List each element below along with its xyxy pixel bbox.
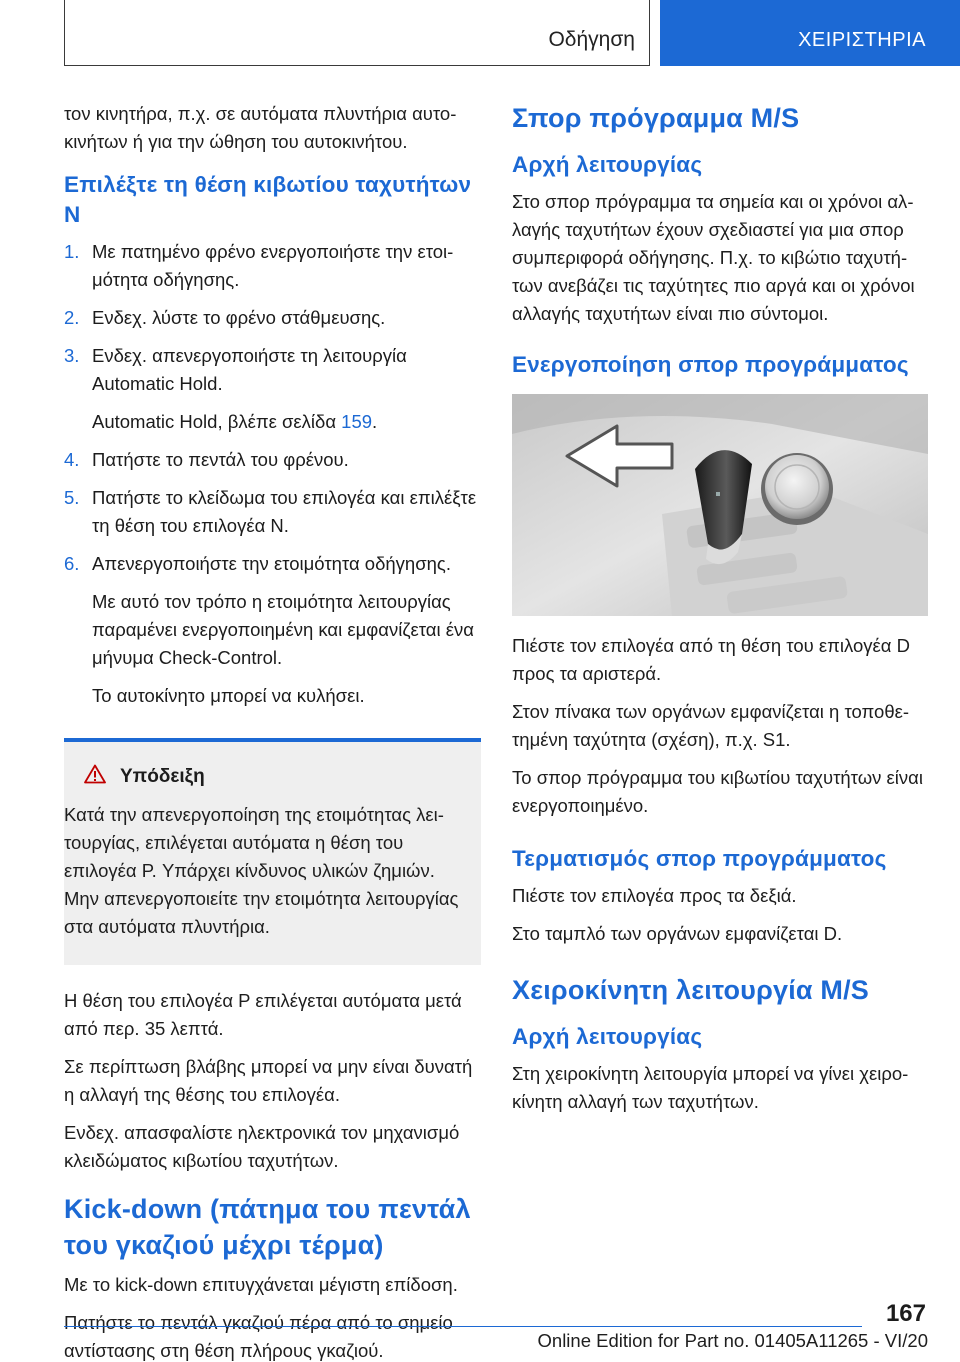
end-paragraph-1: Πιέστε τον επιλογέα προς τα δεξιά. xyxy=(512,885,797,906)
notice-text: Κατά την απενεργοποίηση της ετοιμότητας λειτουργίας, επιλέγεται αυτόματα η θέση του επιλογέα P. Υπάρχει κίνδυνος υλικών ζημιών. Μην απενεργοποιείτε την ετοιμότητα λειτουργίας στα αυτόματα πλυντήρια. xyxy=(64,804,459,937)
manual-paragraph: Στη χειροκίνητη λειτουργία μπορεί να γίνει χειροκίνητη αλλαγή των ταχυτήτων. xyxy=(512,1063,909,1112)
header-section-tab xyxy=(64,0,650,66)
activate-paragraph-3: Το σπορ πρόγραμμα του κιβωτίου ταχυτήτων είναι ενεργοποιημένο. xyxy=(512,767,923,816)
step-number: 6. xyxy=(64,553,80,574)
step-6 xyxy=(64,550,481,710)
heading-activate-sport: Ενεργοποίηση σπορ προγράμματος xyxy=(512,352,909,377)
footer-edition: Online Edition for Part no. 01405A11265 - VI/20 xyxy=(537,1330,928,1351)
step-text: Ενδεχ. απενεργοποιήστε τη λειτουργία Automatic Hold. xyxy=(92,345,407,394)
header-chapter-tab xyxy=(660,0,960,66)
malfunction-paragraph: Σε περίπτωση βλάβης μπορεί να μην είναι δυνατή η αλλαγή της θέσης του επιλογέα. xyxy=(64,1056,473,1105)
heading-select-n: Επιλέξτε τη θέση κιβωτίου ταχυτήτων N xyxy=(64,172,472,227)
heading-manual-mode: Χειροκίνητη λειτουργία M/S xyxy=(512,975,869,1005)
unlock-paragraph: Ενδεχ. απασφαλίστε ηλεκτρονικά τον μηχανισμό κλειδώματος κιβωτίου ταχυτήτων. xyxy=(64,1122,460,1171)
heading-principle: Αρχή λειτουργίας xyxy=(512,152,703,177)
step-number: 2. xyxy=(64,307,80,328)
activate-paragraph-2: Στον πίνακα των οργάνων εμφανίζεται η τοποθετημένη ταχύτητα (σχέση), π.χ. S1. xyxy=(512,701,910,750)
header-section-label: Οδήγηση xyxy=(548,28,635,51)
notice-header xyxy=(84,764,465,789)
gear-selector-image xyxy=(512,394,928,616)
left-column xyxy=(64,100,481,1362)
step-number: 3. xyxy=(64,345,80,366)
header-chapter-label: ΧΕΙΡΙΣΤΗΡΙΑ xyxy=(798,29,926,51)
heading-kick-down: Kick-down (πάτημα του πεντάλ του γκαζιού μέχρι τέρμα) xyxy=(64,1194,471,1260)
step-4 xyxy=(64,446,481,474)
page-reference-link[interactable]: 159 xyxy=(341,411,373,432)
step-text: Πατήστε το κλείδωμα του επιλογέα και επιλέξτε τη θέση του επιλογέα N. xyxy=(92,487,477,536)
heading-sport-program: Σπορ πρόγραμμα M/S xyxy=(512,103,800,133)
step-reference xyxy=(92,408,481,436)
step-text: Απενεργοποιήστε την ετοιμότητα οδήγησης. xyxy=(92,553,451,574)
page-number: 167 xyxy=(885,1300,926,1327)
notice-title: Υπόδειξη xyxy=(120,765,205,787)
step-number: 5. xyxy=(64,487,80,508)
steps-list xyxy=(64,238,481,710)
reference-text: Automatic Hold, βλέπε σελίδα xyxy=(92,411,342,432)
step-text: Πατήστε το πεντάλ του φρένου. xyxy=(92,449,349,470)
step-note: Το αυτοκίνητο μπορεί να κυλήσει. xyxy=(92,685,365,706)
step-number: 1. xyxy=(64,241,80,262)
activate-paragraph-1: Πιέστε τον επιλογέα από τη θέση του επιλογέα D προς τα αριστερά. xyxy=(512,635,910,684)
notice-box xyxy=(64,738,481,965)
footer-divider xyxy=(64,1326,862,1327)
heading-principle-manual: Αρχή λειτουργίας xyxy=(512,1024,703,1049)
step-5 xyxy=(64,484,481,540)
warning-triangle-icon xyxy=(84,764,106,789)
heading-end-sport: Τερματισμός σπορ προγράμματος xyxy=(512,846,887,871)
step-3 xyxy=(64,342,481,436)
kick-paragraph-1: Με το kick-down επιτυγχάνεται μέγιστη επίδοση. xyxy=(64,1274,458,1295)
intro-paragraph: τον κινητήρα, π.χ. σε αυτόματα πλυντήρια αυτοκινήτων ή για την ώθηση του αυτοκινήτου. xyxy=(64,103,457,152)
step-number: 4. xyxy=(64,449,80,470)
kick-paragraph-2: Πατήστε το πεντάλ γκαζιού πέρα από το σημείο αντίστασης στη θέση πλήρους γκαζιού. xyxy=(64,1312,453,1361)
auto-p-paragraph: Η θέση του επιλογέα P επιλέγεται αυτόματα μετά από περ. 35 λεπτά. xyxy=(64,990,462,1039)
step-note: Με αυτό τον τρόπο η ετοιμότητα λειτουργίας παραμένει ενεργοποιημένη και εμφανίζεται ένα μήνυμα Check-Control. xyxy=(92,591,474,668)
end-paragraph-2: Στο ταμπλό των οργάνων εμφανίζεται D. xyxy=(512,923,843,944)
right-column xyxy=(512,100,928,1126)
step-1 xyxy=(64,238,481,294)
reference-suffix: . xyxy=(372,411,378,432)
step-text: Με πατημένο φρένο ενεργοποιήστε την ετοιμότητα οδήγησης. xyxy=(92,241,454,290)
step-2 xyxy=(64,304,481,332)
principle-paragraph: Στο σπορ πρόγραμμα τα σημεία και οι χρόνοι αλλαγής ταχυτήτων έχουν σχεδιαστεί για μια σπορ συμπεριφορά οδήγησης. Π.χ. το κιβώτιο ταχυτήτων ανεβάζει τις ταχύτητες πιο αργά και οι χρόνοι αλλαγής ταχυτήτων είναι πιο σύντομοι. xyxy=(512,191,915,324)
step-text: Ενδεχ. λύστε το φρένο στάθμευσης. xyxy=(92,307,386,328)
